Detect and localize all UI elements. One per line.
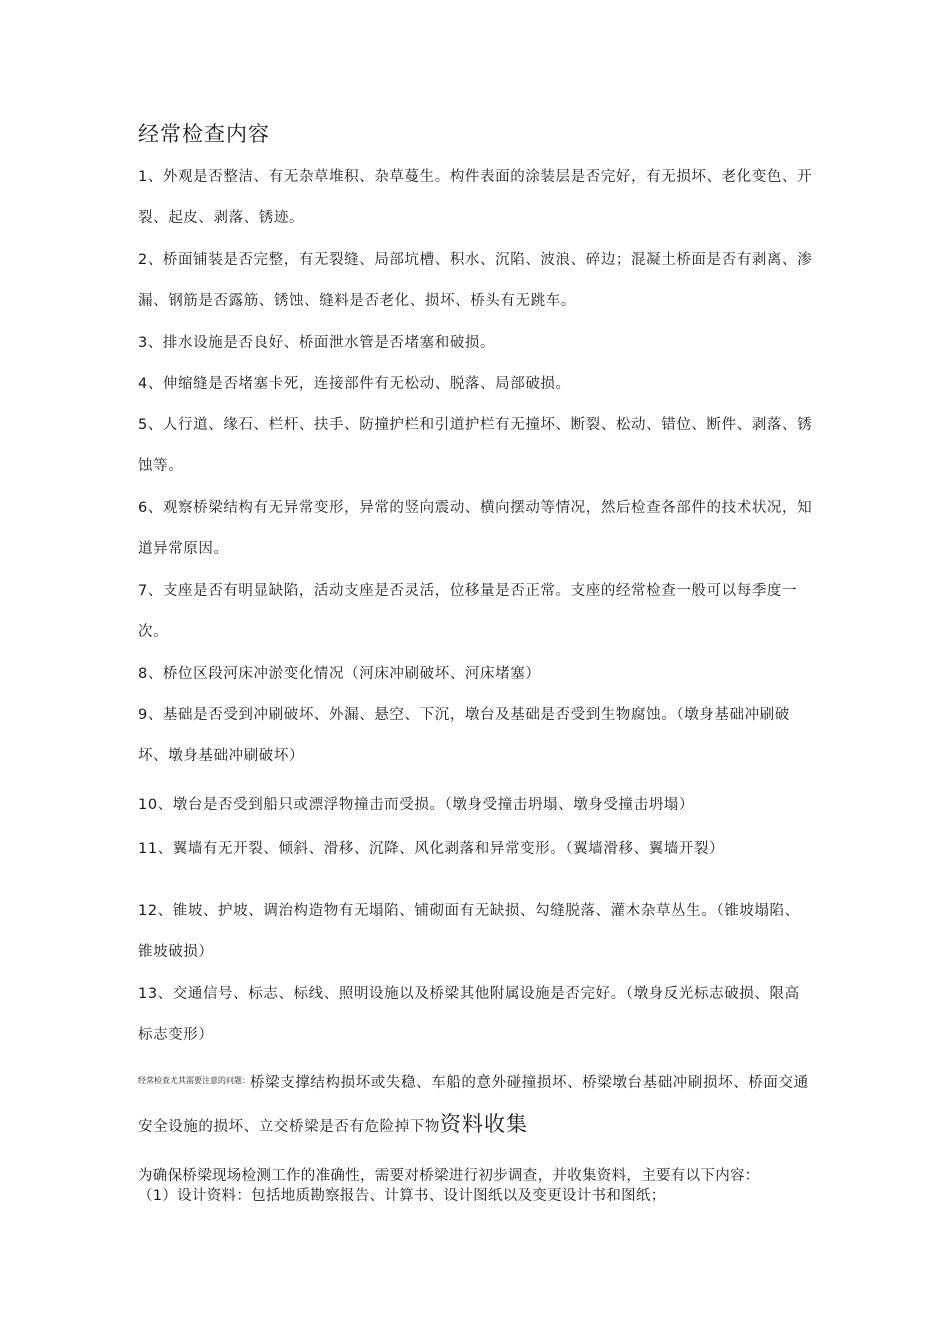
list-item: 7、支座是否有明显缺陷，活动支座是否灵活，位移量是否正常。支座的经常检查一般可以每季度一次。 [138,583,798,640]
section-heading: 资料收集 [440,1112,528,1136]
list-item: 13、交通信号、标志、标线、照明设施以及桥梁其他附属设施是否完好。（墩身反光标志破损、限高标志变形） [138,986,800,1043]
note-label: 经常检查尤其需要注意的问题： [138,1076,250,1085]
list-item: 3、排水设施是否良好、桥面泄水管是否堵塞和破损。 [138,335,496,351]
note-text: 桥梁支撑结构损坏或失稳、车船的意外碰撞损坏、桥梁墩台基础冲刷损坏、桥面交通安全设施的损坏、立交桥梁是否有危险掉下物 [138,1075,809,1135]
list-item: 1、外观是否整洁、有无杂草堆积、杂草蔓生。构件表面的涂装层是否完好，有无损坏、老化变色、开裂、起皮、剥落、锈迹。 [138,169,813,226]
list-item: 2、桥面铺装是否完整，有无裂缝、局部坑槽、积水、沉陷、波浪、碎边；混凝土桥面是否有剥离、渗漏、钢筋是否露筋、锈蚀、缝料是否老化、损坏、桥头有无跳车。 [138,252,813,309]
list-item: 10、墩台是否受到船只或漂浮物撞击而受损。（墩身受撞击坍塌、墩身受撞击坍塌） [138,797,694,813]
page-title: 经常检查内容 [138,122,270,146]
intro-list-item: （1）设计资料：包括地质勘察报告、计算书、设计图纸以及变更设计书和图纸； [138,1188,666,1204]
list-item: 5、人行道、缘石、栏杆、扶手、防撞护栏和引道护栏有无撞坏、断裂、松动、错位、断件、剥落、锈蚀等。 [138,417,813,474]
list-item: 4、伸缩缝是否堵塞卡死，连接部件有无松动、脱落、局部破损。 [138,376,571,392]
list-item: 9、基础是否受到冲刷破坏、外漏、悬空、下沉，墩台及基础是否受到生物腐蚀。（墩身基础冲刷破坏、墩身基础冲刷破坏） [138,707,790,764]
intro-paragraph: 为确保桥梁现场检测工作的准确性，需要对桥梁进行初步调查，并收集资料，主要有以下内容： [138,1168,760,1184]
list-item: 11、翼墙有无开裂、倾斜、滑移、沉降、风化剥落和异常变形。（翼墙滑移、翼墙开裂） [138,841,725,857]
list-item: 8、桥位区段河床冲淤变化情况（河床冲刷破坏、河床堵塞） [138,666,541,682]
intro-block [138,1166,818,1206]
list-item: 6、观察桥梁结构有无异常变形，异常的竖向震动、横向摆动等情况，然后检查各部件的技术状况，知道异常原因。 [138,500,813,557]
inspection-note [138,1060,818,1148]
list-item: 12、锥坡、护坡、调治构造物有无塌陷、铺砌面有无缺损、勾缝脱落、灌木杂草丛生。（锥坡塌陷、锥坡破损） [138,903,800,960]
